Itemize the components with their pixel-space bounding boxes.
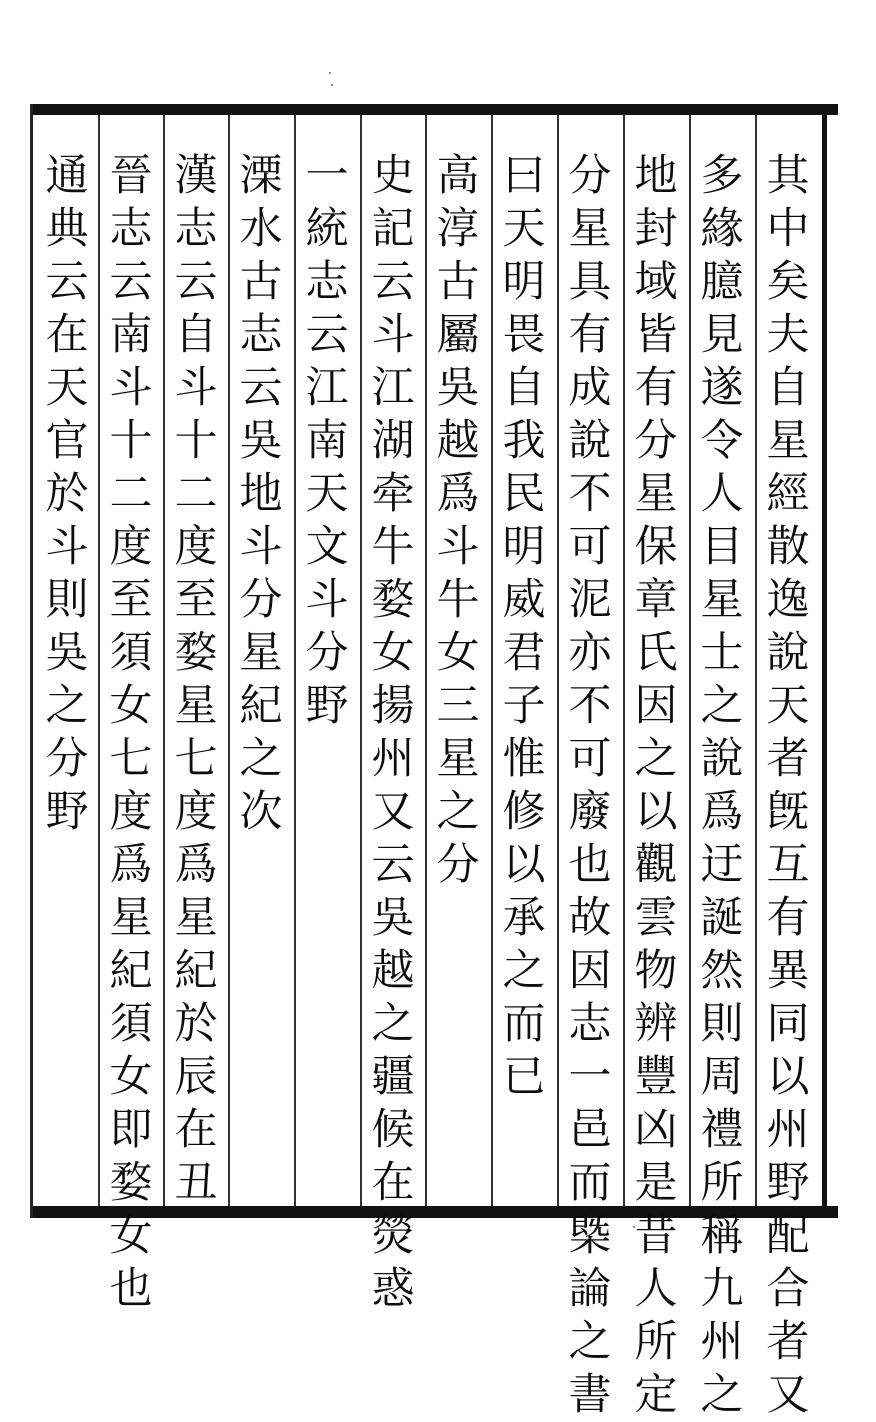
frame-right-border (822, 104, 827, 1218)
text-column: 曰天明畏自我民明威君子惟修以承之而已 (502, 151, 546, 1102)
text-column: 晉志云南斗十二度至須女七度爲星紀須女即婺女也 (109, 151, 153, 1314)
scan-speck (329, 72, 331, 74)
column-rule (755, 115, 757, 1206)
text-column: 史記云斗江湖牵牛婺女揚州又云吳越之疆候在熒惑 (371, 151, 415, 1314)
scan-speck (633, 1226, 635, 1228)
column-rule (294, 115, 296, 1206)
column-rule (98, 115, 100, 1206)
text-column: 多緣臆見遂令人目星士之說爲迂誕然則周禮所稱九州之 (700, 151, 744, 1420)
column-rule (425, 115, 427, 1206)
scan-speck (331, 84, 333, 86)
frame-top-border (30, 104, 838, 115)
column-rule (557, 115, 559, 1206)
column-rule (163, 115, 165, 1206)
text-column: 高淳古屬吳越爲斗牛女三星之分 (436, 151, 480, 890)
text-column: 其中矣夫自星經散逸說天者旣互有異同以州野配合者又 (766, 151, 810, 1420)
text-column: 分星具有成說不可泥亦不可廢也故因志一邑而槩論之書 (568, 151, 612, 1420)
frame-left-border (30, 104, 33, 1218)
column-rule (689, 115, 691, 1206)
text-column: 通典云在天官於斗則吳之分野 (45, 151, 89, 837)
text-column: 溧水古志云吳地斗分星紀之次 (239, 151, 283, 837)
text-column: 漢志云自斗十二度至婺星七度爲星紀於辰在丑 (174, 151, 218, 1208)
column-rule (228, 115, 230, 1206)
column-rule (360, 115, 362, 1206)
column-rule (491, 115, 493, 1206)
column-rule (623, 115, 625, 1206)
text-column: 一統志云江南天文斗分野 (305, 151, 349, 731)
text-column: 地封域皆有分星保章氏因之以觀雲物辨豐凶是昔人所定 (634, 151, 678, 1420)
